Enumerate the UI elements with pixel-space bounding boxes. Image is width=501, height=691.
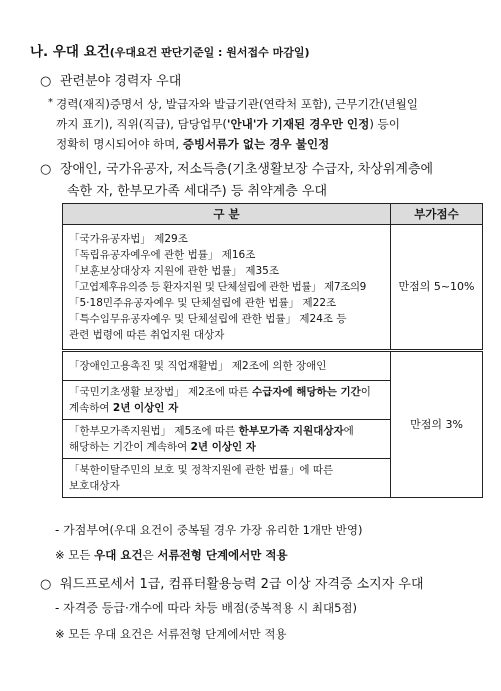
dash-icon: - [55, 601, 60, 615]
item-vulnerable [40, 158, 433, 177]
bonus-note: - 가점부여(우대 요건이 중복될 경우 가장 유리한 1개만 반영) [55, 523, 363, 537]
certificate-scoring-note: - 자격증 등급·개수에 따라 차등 배점(중복적용 시 최대5점) [55, 601, 358, 615]
asterisk-icon: * [48, 97, 53, 108]
item-vulnerable-line2: 속한 자, 한부모가족 세대주) 등 취약계층 우대 [67, 184, 328, 199]
dash-icon: - [55, 523, 60, 537]
circle-bullet-icon: ○ [40, 74, 52, 89]
table-row-single-parent: 「한부모가족지원법」 제5조에 따른 한부모가족 지원대상자에 해당하는 기간이 계속하여 2년 이상인 자 [63, 420, 391, 459]
career-note-line2: 까지 표기), 직위(직급), 담당업무('안내'가 기재된 경우만 인정) 등이 [56, 117, 400, 131]
table-row-basic-livelihood: 「국민기초생활 보장법」 제2조에 따른 수급자에 해당하는 기간이 계속하여 2년 이상인 자 [63, 381, 391, 420]
item-career-text: 관련분야 경력자 우대 [60, 74, 182, 89]
bonus-table [62, 203, 483, 498]
table-group2-rate: 만점의 3% [391, 351, 483, 498]
item-certificate-text: 워드프로세서 1급, 컴퓨터활용능력 2급 이상 자격증 소지자 우대 [60, 577, 424, 592]
section-heading [30, 40, 310, 60]
warning-note-2: ※ 모든 우대 요건은 서류전형 단계에서만 적용 [55, 627, 287, 641]
heading-title: 나. 우대 요건 [30, 44, 110, 60]
warning-note-1: ※ 모든 우대 요건은 서류전형 단계에서만 적용 [55, 548, 288, 562]
item-certificate [40, 573, 424, 592]
table-row-north-korean-defector: 「북한이탈주민의 보호 및 정착지원에 관한 법률」에 따른 보호대상자 [63, 459, 391, 498]
reference-mark-icon: ※ [55, 627, 65, 641]
reference-mark-icon: ※ [55, 548, 65, 562]
circle-bullet-icon: ○ [40, 162, 52, 177]
table-group1-laws: 「국가유공자법」 제29조 「독립유공자예우에 관한 법률」 제16조 「보훈보상대상자 지원에 관한 법률」 제35조 「고엽제후유의증 등 환자지원 및 단체설립에 관한 법률」 제7조의9 「5‧18민주유공자예우 및 단체설립에 관한 법률」 제22조 「특수임무유공자예우 및 단체설립에 관한 법률」 제24조 등 관련 법령에 따른 취업지원 대상자 [63, 225, 391, 351]
table-header-points: 부가점수 [391, 204, 483, 225]
table-header-category: 구 분 [63, 204, 391, 225]
table-group1-rate: 만점의 5~10% [391, 225, 483, 351]
item-vulnerable-line1: 장애인, 국가유공자, 저소득층(기초생활보장 수급자, 차상위계층에 [60, 162, 434, 177]
table-row-disabled: 「장애인고용촉진 및 직업재활법」 제2조에 의한 장애인 [63, 351, 391, 381]
circle-bullet-icon: ○ [40, 577, 52, 592]
career-note-line1: * 경력(재직)증명서 상, 발급자와 발급기관(연락처 포함), 근무기간(년월일 [56, 94, 418, 114]
item-career [40, 70, 181, 89]
career-note-line3: 정확히 명시되어야 하며, 증빙서류가 없는 경우 불인정 [56, 137, 330, 151]
heading-subtitle: (우대요건 판단기준일 : 원서접수 마감일) [109, 46, 310, 59]
